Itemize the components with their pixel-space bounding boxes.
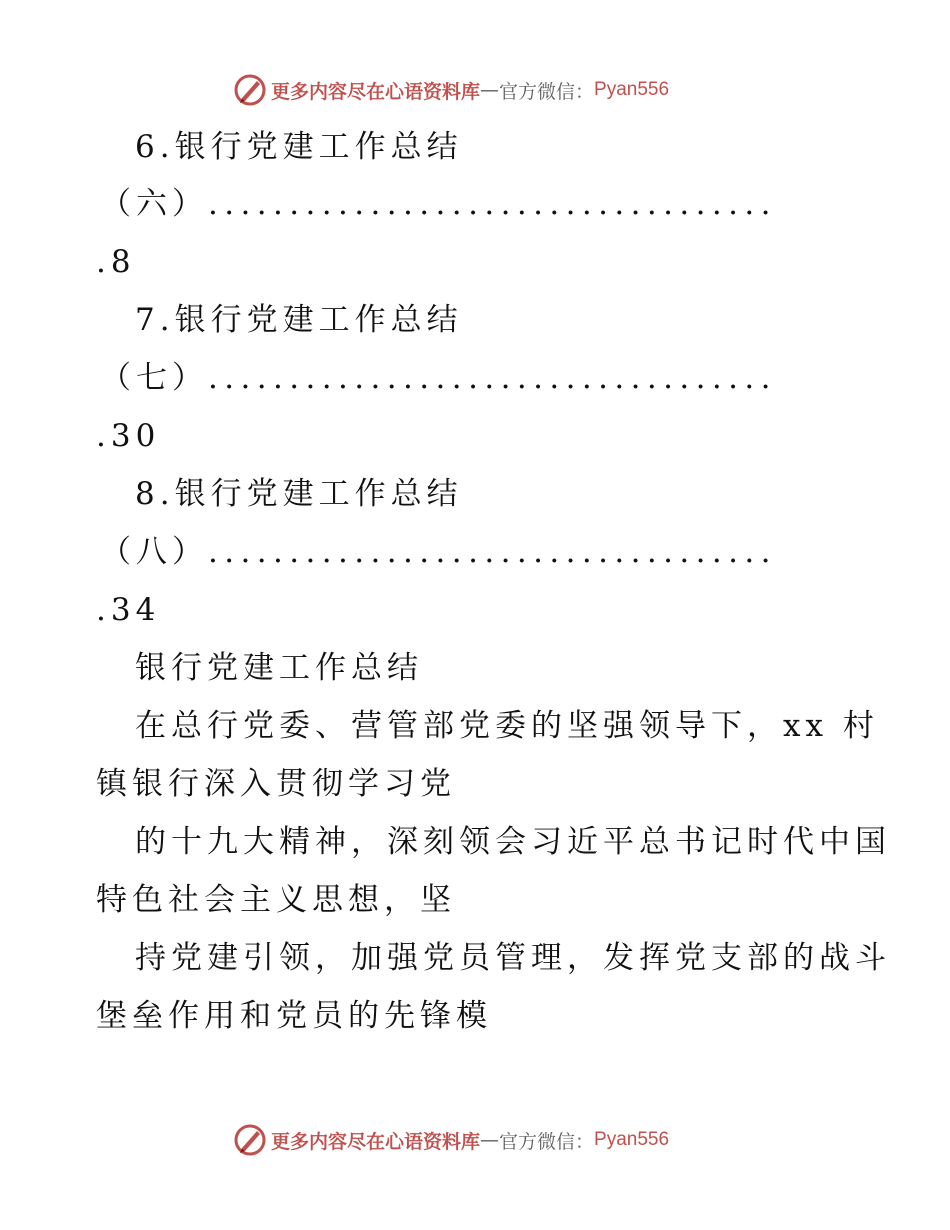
toc-entry-sub: （六）: [100, 186, 208, 222]
toc-entry-page: .8: [96, 244, 136, 280]
pen-logo-icon: [233, 1123, 267, 1157]
toc-dot-leader: ...................................: [208, 534, 777, 570]
section-heading: 银行党建工作总结: [135, 650, 423, 686]
toc-entry-sub: （七）: [100, 360, 208, 396]
pen-logo-icon: [233, 73, 267, 107]
paragraph-line: 特色社会主义思想，坚: [96, 882, 456, 918]
footer-watermark: [233, 1120, 753, 1160]
toc-entry-page: .30: [96, 418, 161, 454]
toc-entry-sub: （八）: [100, 534, 208, 570]
toc-entry-title: 8.银行党建工作总结: [135, 476, 463, 512]
paragraph-line: 镇银行深入贯彻学习党: [96, 766, 456, 802]
paragraph-line: 持党建引领，加强党员管理，发挥党支部的战斗: [135, 940, 891, 976]
paragraph-line: 的十九大精神，深刻领会习近平总书记时代中国: [135, 824, 891, 860]
brand-dash: —: [480, 1129, 500, 1151]
brand-text: 更多内容尽在心语资料库: [271, 1130, 481, 1153]
wechat-id: Pyan556: [594, 79, 670, 100]
toc-dot-leader: ...................................: [208, 186, 777, 222]
toc-entry-leader-line: [100, 356, 777, 400]
paragraph-line: 堡垒作用和党员的先锋模: [96, 998, 492, 1034]
toc-entry-title: 7.银行党建工作总结: [135, 302, 463, 338]
brand-text: 更多内容尽在心语资料库: [271, 80, 481, 103]
toc-dot-leader: ...................................: [208, 360, 777, 396]
paragraph-line: 在总行党委、营管部党委的坚强领导下，xx 村: [135, 708, 879, 744]
toc-entry-leader-line: [100, 530, 777, 574]
wechat-label: 官方微信：: [499, 1130, 595, 1153]
wechat-label: 官方微信：: [499, 80, 595, 103]
toc-entry-page: .34: [96, 592, 161, 628]
brand-dash: —: [480, 79, 500, 101]
toc-entry-title: 6.银行党建工作总结: [135, 129, 463, 165]
wechat-id: Pyan556: [594, 1129, 670, 1150]
header-watermark: [233, 70, 753, 110]
toc-entry-leader-line: [100, 182, 777, 226]
